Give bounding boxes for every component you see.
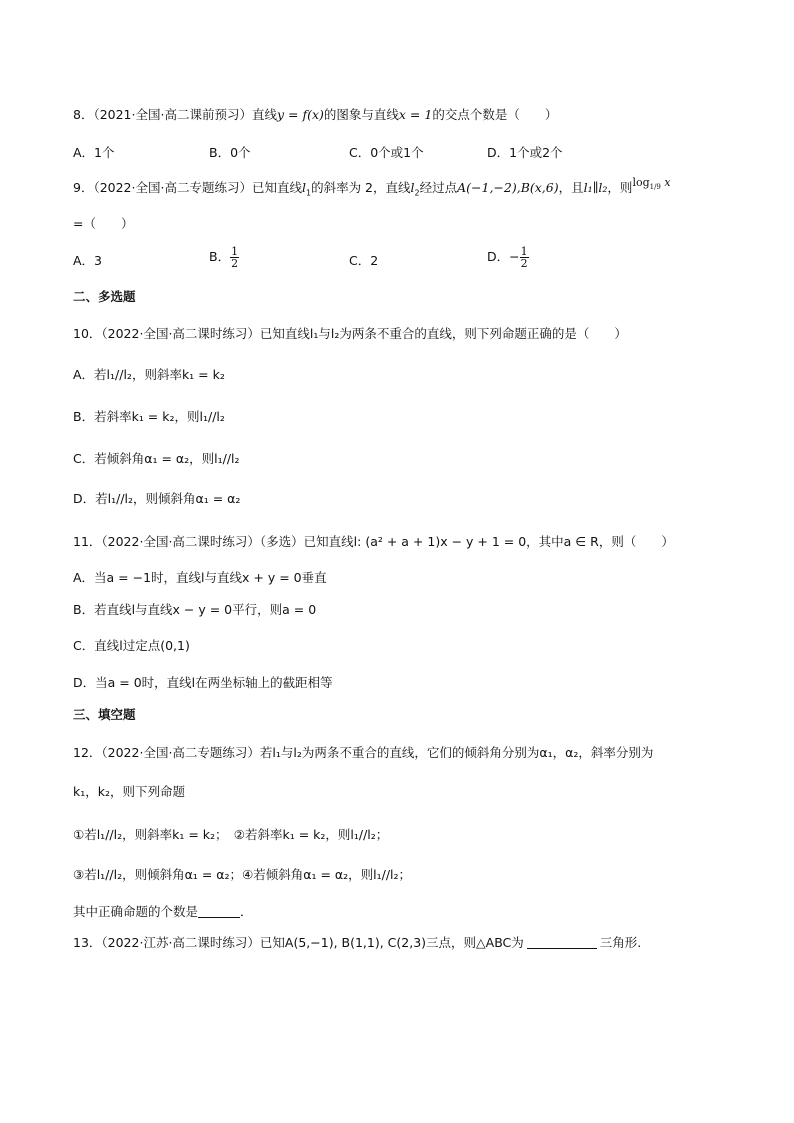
question-11-stem: 11．（2022·全国·高二课时练习）（多选）已知直线l: (a² + a + 1)x − y + 1 = 0，其中a ∈ R，则（ ） bbox=[73, 534, 674, 549]
question-10-option-c: C．若倾斜角α₁ = α₂，则l₁//l₂ bbox=[73, 451, 240, 466]
question-8-option-a: A．1个 bbox=[73, 145, 115, 160]
question-9-option-a: A．3 bbox=[73, 253, 103, 268]
question-10-option-b: B．若斜率k₁ = k₂，则l₁//l₂ bbox=[73, 409, 225, 424]
answer-blank[interactable] bbox=[527, 936, 597, 949]
question-9-stem: 9．（2022·全国·高二专题练习）已知直线$l_1$的斜率为 2，直线$l_2$经过点A(−1,−2),B(x,6)，且l₁∥l₂，则$\log_{1/9} x$ bbox=[73, 176, 671, 198]
question-10-option-d: D．若l₁//l₂，则倾斜角α₁ = α₂ bbox=[73, 491, 241, 506]
question-13-stem: 13．（2022·江苏·高二课时练习）已知A(5,−1), B(1,1), C(2,3)三点，则△ABC为 三角形. bbox=[73, 935, 642, 950]
question-11-option-a: A．当a = −1时，直线l与直线x + y = 0垂直 bbox=[73, 570, 327, 585]
section-heading-multiple-choice: 二、多选题 bbox=[73, 289, 136, 304]
fraction-one-half: $\frac{1}{2}$ bbox=[231, 245, 239, 270]
question-9-option-c: C．2 bbox=[349, 253, 379, 268]
question-12-stem-line-2: k₁，k₂，则下列命题 bbox=[73, 784, 185, 799]
question-12-stem-line-1: 12．（2022·全国·高二专题练习）若l₁与l₂为两条不重合的直线，它们的倾斜角分别为α₁，α₂，斜率分别为 bbox=[73, 745, 654, 760]
question-11-option-d: D．当a = 0时，直线l在两坐标轴上的截距相等 bbox=[73, 675, 333, 690]
question-8-option-d: D．1个或2个 bbox=[487, 145, 563, 160]
question-12-statements-1-2: ①若l₁//l₂，则斜率k₁ = k₂； ②若斜率k₁ = k₂，则l₁//l₂； bbox=[73, 827, 389, 842]
question-11-option-c: C．直线l过定点(0,1) bbox=[73, 638, 190, 653]
question-10-option-a: A．若l₁//l₂，则斜率k₁ = k₂ bbox=[73, 367, 225, 382]
section-heading-fill-in: 三、填空题 bbox=[73, 707, 136, 722]
question-12-answer-line: 其中正确命题的个数是 ． bbox=[73, 904, 253, 919]
question-8-stem: 8．（2021·全国·高二课前预习）直线y = f(x)的图象与直线x = 1的交点个数是（ ） bbox=[73, 107, 558, 122]
question-11-option-b: B．若直线l与直线x − y = 0平行，则a = 0 bbox=[73, 602, 317, 617]
question-9-option-d: D．− $\frac{1}{2}$ bbox=[487, 245, 528, 270]
question-8-option-b: B．0个 bbox=[209, 145, 251, 160]
question-9-option-b: B． $\frac{1}{2}$ bbox=[209, 245, 239, 270]
question-8-option-c: C．0个或1个 bbox=[349, 145, 424, 160]
log-expression: $\log_{1/9} x$ bbox=[632, 176, 671, 192]
question-9-continuation: =（ ） bbox=[73, 216, 134, 231]
question-10-stem: 10．（2022·全国·高二课时练习）已知直线l₁与l₂为两条不重合的直线，则下列命题正确的是（ ） bbox=[73, 326, 627, 341]
question-12-statements-3-4: ③若l₁//l₂，则倾斜角α₁ = α₂；④若倾斜角α₁ = α₂，则l₁//l₂； bbox=[73, 867, 412, 882]
fraction-one-half: $\frac{1}{2}$ bbox=[520, 245, 528, 270]
answer-blank[interactable] bbox=[198, 905, 240, 918]
